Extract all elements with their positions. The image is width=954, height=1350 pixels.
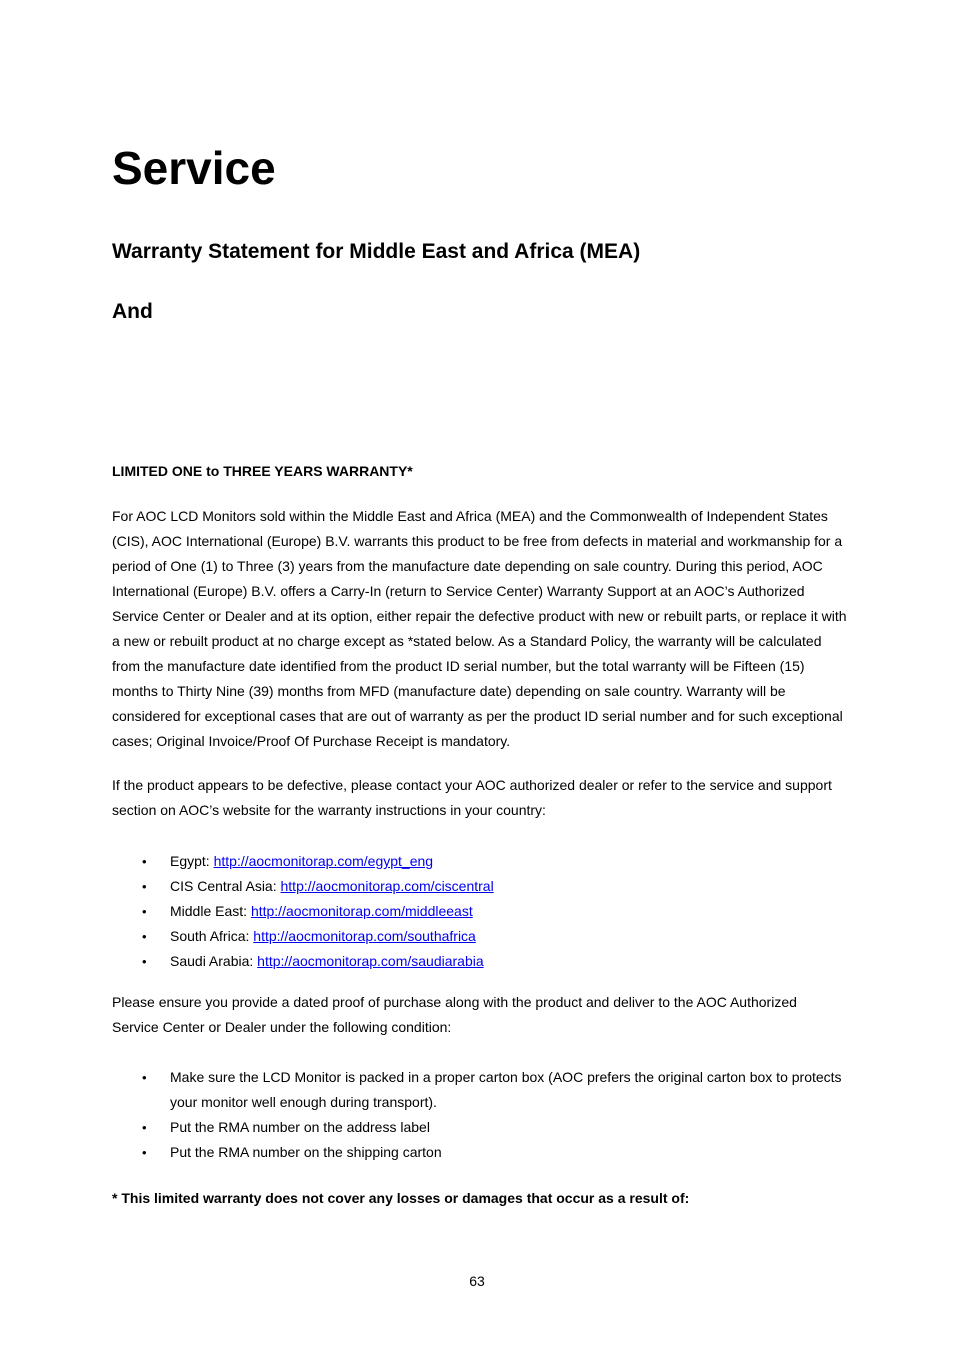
bullet-icon: • xyxy=(142,1145,147,1160)
condition-text: Make sure the LCD Monitor is packed in a proper carton box (AOC prefers the original carton box to protects your monitor well enough during transport). xyxy=(170,1069,842,1110)
bullet-icon: • xyxy=(142,854,147,869)
shipping-conditions-list xyxy=(112,1065,847,1165)
defective-product-paragraph: If the product appears to be defective, please contact your AOC authorized dealer or refer to the service and support section on AOC’s website for the warranty instructions in your country: xyxy=(112,777,832,818)
warranty-terms-paragraph: For AOC LCD Monitors sold within the Middle East and Africa (MEA) and the Commonwealth of Independent States (CIS), AOC International (Europe) B.V. warrants this product to be free from defects in material and workmanship for a period of One (1) to Three (3) years from the manufacture date depending on sale country. During this period, AOC International (Europe) B.V. offers a Carry-In (return to Service Center) Warranty Support at an AOC’s Authorized Service Center or Dealer and at its option, either repair the defective product with new or rebuilt parts, or replace it with a new or rebuilt product at no charge except as *stated below. As a Standard Policy, the warranty will be calculated from the manufacture date identified from the product ID serial number, but the total warranty will be Fifteen (15) months to Thirty Nine (39) months from MFD (manufacture date) depending on sale country. Warranty will be considered for exceptional cases that are out of warranty as per the product ID serial number and for such exceptional cases; Original Invoice/Proof Of Purchase Receipt is mandatory. xyxy=(112,508,847,749)
bullet-icon: • xyxy=(142,1120,147,1135)
country-label: South Africa: xyxy=(170,928,254,944)
list-item-south-africa xyxy=(112,924,847,949)
section-heading-and: And xyxy=(112,300,153,323)
country-label: Saudi Arabia: xyxy=(170,953,258,969)
warranty-heading: LIMITED ONE to THREE YEARS WARRANTY* xyxy=(112,463,413,479)
cis-central-asia-link[interactable]: http://aocmonitorap.com/ciscentral xyxy=(280,878,494,894)
bullet-icon: • xyxy=(142,879,147,894)
condition-text: Put the RMA number on the address label xyxy=(170,1119,430,1135)
bullet-icon: • xyxy=(142,1070,147,1085)
condition-item xyxy=(112,1115,847,1140)
saudi-arabia-link[interactable]: http://aocmonitorap.com/saudiarabia xyxy=(257,953,484,969)
list-item-saudi-arabia xyxy=(112,949,847,974)
egypt-link[interactable]: http://aocmonitorap.com/egypt_eng xyxy=(213,853,434,869)
list-item-middle-east xyxy=(112,899,847,924)
country-label: Egypt: xyxy=(170,853,214,869)
page-title: Service xyxy=(112,142,276,194)
bullet-icon: • xyxy=(142,954,147,969)
south-africa-link[interactable]: http://aocmonitorap.com/southafrica xyxy=(253,928,476,944)
list-item-egypt xyxy=(112,849,847,874)
middle-east-link[interactable]: http://aocmonitorap.com/middleeast xyxy=(250,903,473,919)
bullet-icon: • xyxy=(142,929,147,944)
condition-item xyxy=(112,1065,847,1115)
proof-of-purchase-paragraph: Please ensure you provide a dated proof of purchase along with the product and deliver to the AOC Authorized Service Center or Dealer under the following condition: xyxy=(112,994,797,1035)
condition-item xyxy=(112,1140,847,1165)
section-heading-mea: Warranty Statement for Middle East and Africa (MEA) xyxy=(112,240,641,263)
country-label: Middle East: xyxy=(170,903,251,919)
exclusion-note: * This limited warranty does not cover any losses or damages that occur as a result of: xyxy=(112,1190,690,1206)
list-item-cis-central-asia xyxy=(112,874,847,899)
condition-text: Put the RMA number on the shipping carton xyxy=(170,1144,442,1160)
page-number: 63 xyxy=(469,1273,485,1289)
bullet-icon: • xyxy=(142,904,147,919)
country-label: CIS Central Asia: xyxy=(170,878,281,894)
country-links-list xyxy=(112,849,847,974)
